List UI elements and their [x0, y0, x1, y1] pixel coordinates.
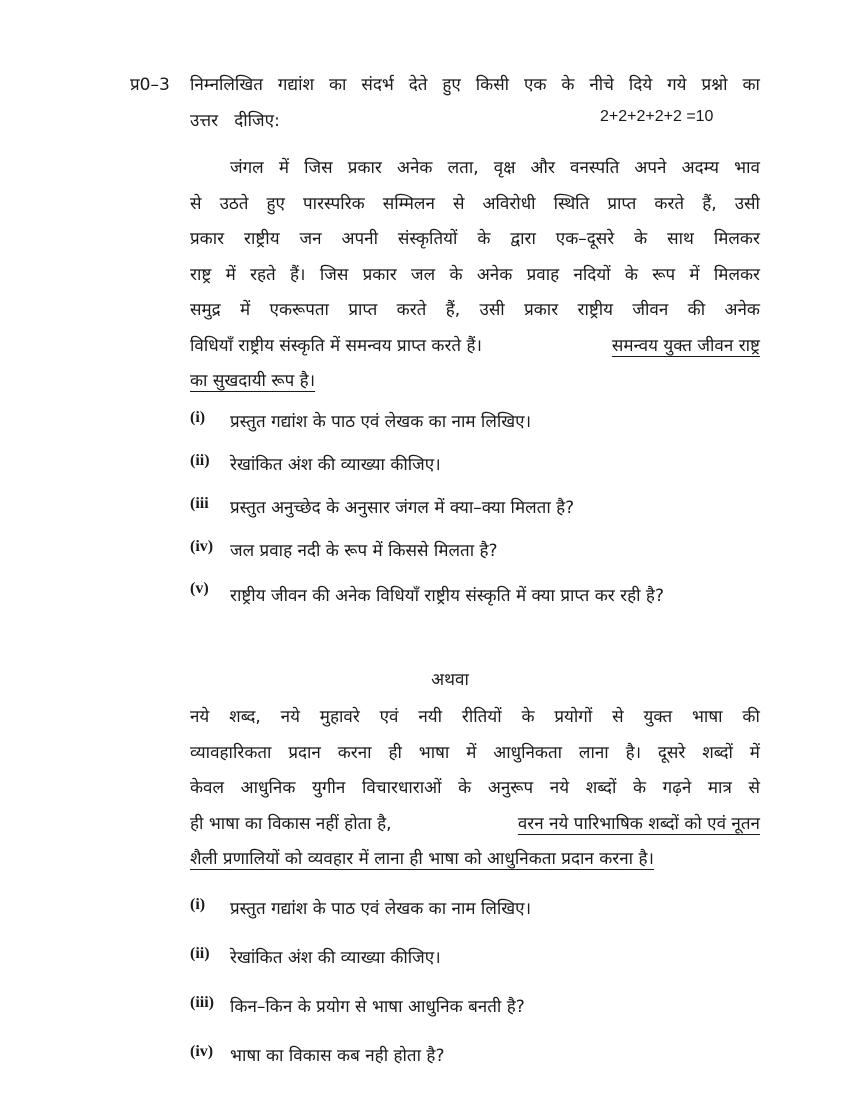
passage-word: से	[452, 193, 465, 214]
passage-word: रूप	[652, 264, 676, 285]
passage-line	[190, 187, 760, 223]
passage-word: के	[458, 778, 472, 798]
passage-word: सम्मिलन	[382, 193, 435, 214]
question-item-number: (iii	[190, 495, 209, 512]
question-item	[190, 452, 760, 476]
passage-word: राष्ट्रीय	[244, 229, 280, 249]
underlined-text: वरन नये पारिभाषिक शब्दों को एवं नूतन	[517, 813, 760, 834]
question-item	[190, 945, 760, 969]
passage-word: भाव	[734, 158, 760, 178]
question-item-text: राष्ट्रीय जीवन की अनेक विधियाँ राष्ट्रीय संस्कृति में क्या प्राप्त कर रही है?	[230, 586, 664, 606]
instruction-word: संदर्भ	[361, 75, 394, 95]
underlined-text: समन्वय युक्त जीवन राष्ट्र	[611, 335, 760, 356]
passage-word: जन	[299, 229, 322, 249]
passage-word: मिलकर	[713, 229, 760, 249]
passage-word: उठते	[219, 193, 249, 214]
passage-word: से	[748, 778, 760, 798]
passage-line	[190, 258, 760, 294]
passage-word: विचारधाराओं	[361, 778, 442, 798]
question-item	[190, 495, 760, 519]
passage-word: की	[687, 300, 706, 320]
passage-word: करना	[337, 742, 372, 763]
question-item	[190, 896, 760, 920]
passage-line	[190, 364, 760, 400]
instruction-word: का	[742, 75, 760, 95]
passage-word: जिस	[304, 158, 333, 178]
question-item-text: रेखांकित अंश की व्याख्या कीजिए।	[230, 455, 441, 475]
passage-word: एकरूपता	[269, 300, 329, 320]
passage-line	[190, 700, 760, 736]
passage-word: प्रवाह	[526, 264, 560, 285]
passage-word: केवल	[190, 778, 225, 798]
instruction-word: हुए	[442, 75, 461, 95]
passage-word: अनेक	[397, 158, 433, 178]
passage-word: आधुनिकता	[493, 742, 563, 763]
passage-line	[190, 293, 760, 329]
passage-word: भाषा	[691, 707, 723, 727]
passage-word: अनुरूप	[487, 778, 534, 798]
passage-word: के	[632, 778, 647, 798]
passage-line	[190, 807, 760, 843]
instruction-word: नीचे	[589, 75, 614, 95]
question-item-number: (i)	[190, 896, 206, 913]
passage-word: वृक्ष	[493, 158, 516, 178]
question-item-text: जल प्रवाह नदी के रूप में किससे मिलता है?	[230, 541, 498, 561]
instruction-word: प्रश्नो	[701, 75, 728, 95]
passage-word: व्यावहारिकता	[190, 742, 272, 763]
passage-word: करते	[396, 300, 427, 320]
passage-word: जंगल	[230, 158, 264, 178]
passage-word: रहते	[250, 264, 276, 285]
passage-word: एक–दूसरे	[555, 229, 615, 249]
passage-2	[190, 700, 760, 878]
instruction-word: एक	[524, 75, 547, 95]
passage-word: प्रदान	[288, 742, 321, 763]
passage-word: के	[521, 707, 535, 727]
question-item-text: रेखांकित अंश की व्याख्या कीजिए।	[230, 948, 441, 968]
passage-word: अनेक	[724, 300, 760, 320]
passage-text: विधियाँ राष्ट्रीय संस्कृति में समन्वय प्राप्त करते हैं।	[190, 335, 482, 356]
question-instruction-line2: उत्तर दीजिए:	[190, 111, 280, 131]
passage-word: प्रकार	[190, 229, 225, 249]
question-item-number: (ii)	[190, 452, 210, 469]
passage-word: से	[612, 707, 624, 727]
athva-separator: अथवा	[431, 670, 469, 690]
passage-word: राष्ट्रीय	[577, 300, 614, 320]
passage-word: में	[278, 158, 290, 178]
passage-word: जिस	[319, 264, 349, 285]
passage-word: प्रकार	[362, 264, 397, 285]
passage-word: के	[634, 229, 648, 249]
question-item-number: (ii)	[190, 945, 210, 962]
passage-word: ही	[388, 742, 402, 763]
passage-word: नये	[190, 707, 210, 727]
passage-line	[190, 222, 760, 258]
passage-word: साथ	[667, 229, 694, 249]
passage-word: लता,	[447, 158, 479, 178]
question-item-number: (v)	[190, 580, 209, 597]
instruction-word: देते	[408, 75, 428, 95]
question-marks: 2+2+2+2+2 =10	[600, 108, 714, 125]
question-item	[190, 994, 760, 1018]
passage-line	[190, 842, 760, 878]
passage-word: में	[240, 300, 251, 320]
question-item-number: (iii)	[190, 994, 214, 1011]
passage-word: अपने	[634, 158, 667, 178]
passage-word: प्रयोगों	[554, 707, 593, 727]
passage-word: नयी	[418, 707, 443, 727]
question-item	[190, 1043, 760, 1067]
passage-word: में	[225, 264, 236, 285]
passage-word: युगीन	[312, 778, 346, 798]
passage-word: अविरोधी	[482, 193, 536, 214]
passage-line	[190, 329, 760, 365]
passage-word: युक्त	[643, 707, 673, 727]
passage-word: वनस्पति	[570, 158, 620, 178]
passage-word: करते	[654, 193, 685, 214]
passage-word: अनेक	[476, 264, 513, 285]
passage-word: हैं,	[702, 193, 717, 214]
question-item-text: प्रस्तुत गद्यांश के पाठ एवं लेखक का नाम लिखिए।	[230, 899, 532, 919]
passage-word: एवं	[379, 707, 399, 727]
passage-word: गढ़ने	[662, 778, 692, 798]
passage-line	[190, 151, 760, 187]
passage-word: राष्ट्र	[190, 264, 212, 285]
question-item-text: किन–किन के प्रयोग से भाषा आधुनिक बनती है?	[230, 997, 525, 1017]
passage-word: उसी	[479, 300, 505, 320]
passage-word: नये	[549, 778, 570, 798]
question-item	[190, 538, 760, 562]
passage-word: प्रकार	[347, 158, 382, 178]
passage-word: मुहावरे	[319, 707, 360, 727]
passage-word: में	[466, 742, 477, 763]
instruction-word: के	[561, 75, 575, 95]
passage-word: दूसरे	[657, 742, 686, 763]
instruction-word: किसी	[475, 75, 510, 95]
passage-word: समुद्र	[190, 300, 221, 320]
passage-word: लाना	[578, 742, 609, 763]
passage-word: अपनी	[341, 229, 378, 249]
passage-word: हैं।	[290, 264, 306, 285]
passage-word: शब्द,	[229, 707, 261, 727]
instruction-word: गये	[667, 75, 687, 95]
passage-word: की	[742, 707, 760, 727]
passage-word: प्राप्त	[607, 193, 637, 214]
passage-word: आधुनिक	[240, 778, 296, 798]
passage-word: जीवन	[632, 300, 669, 320]
passage-1	[190, 151, 760, 400]
passage-word: प्राप्त	[348, 300, 378, 320]
passage-word: मात्र	[707, 778, 732, 798]
passage-word: भाषा	[418, 742, 450, 763]
passage-word: के	[449, 264, 463, 285]
question-item	[190, 409, 760, 433]
passage-word: पारस्परिक	[303, 193, 365, 214]
question-item-number: (i)	[190, 409, 206, 426]
question-item-text: भाषा का विकास कब नही होता है?	[230, 1046, 445, 1066]
passage-word: मिलकर	[713, 264, 760, 285]
question-item-number: (iv)	[190, 538, 214, 555]
question-item-text: प्रस्तुत अनुच्छेद के अनुसार जंगल में क्या–क्या मिलता है?	[230, 498, 575, 518]
passage-word: में	[689, 264, 700, 285]
passage-word: से	[190, 193, 202, 214]
question-item-text: प्रस्तुत गद्यांश के पाठ एवं लेखक का नाम लिखिए।	[230, 412, 532, 432]
passage-text: ही भाषा का विकास नहीं होता है,	[190, 813, 392, 834]
passage-word: है।	[625, 742, 642, 763]
passage-word: प्रकार	[524, 300, 559, 320]
passage-word: नदियों	[573, 264, 611, 285]
passage-word: अदम्य	[681, 158, 720, 178]
passage-word: संस्कृतियों	[397, 229, 458, 249]
passage-word: के	[624, 264, 638, 285]
passage-word: हैं,	[445, 300, 461, 320]
instruction-word: का	[329, 75, 347, 95]
question-item-number: (iv)	[190, 1043, 214, 1060]
passage-word: द्वारा	[510, 229, 536, 249]
passage-word: उसी	[734, 193, 760, 214]
question-instruction-line1	[190, 72, 760, 95]
instruction-word: निम्नलिखित	[190, 75, 263, 95]
passage-word: और	[530, 158, 555, 178]
underlined-text: शैली प्रणालियों को व्यवहार में लाना ही भाषा को आधुनिकता प्रदान करना है।	[190, 849, 654, 869]
passage-word: स्थिति	[553, 193, 590, 214]
passage-word: रीतियों	[461, 707, 502, 727]
passage-line	[190, 736, 760, 772]
instruction-word: दिये	[628, 75, 653, 95]
underlined-text: का सुखदायी रूप है।	[190, 371, 316, 391]
passage-word: के	[477, 229, 491, 249]
passage-word: नये	[280, 707, 300, 727]
passage-word: हुए	[266, 193, 285, 214]
passage-word: में	[749, 742, 760, 763]
passage-word: शब्दों	[702, 742, 733, 763]
passage-line	[190, 771, 760, 807]
question-number: प्र0–3	[130, 75, 170, 95]
passage-word: शब्दों	[585, 778, 617, 798]
passage-word: जल	[411, 264, 436, 285]
question-item	[190, 580, 760, 646]
instruction-word: गद्यांश	[277, 75, 315, 95]
